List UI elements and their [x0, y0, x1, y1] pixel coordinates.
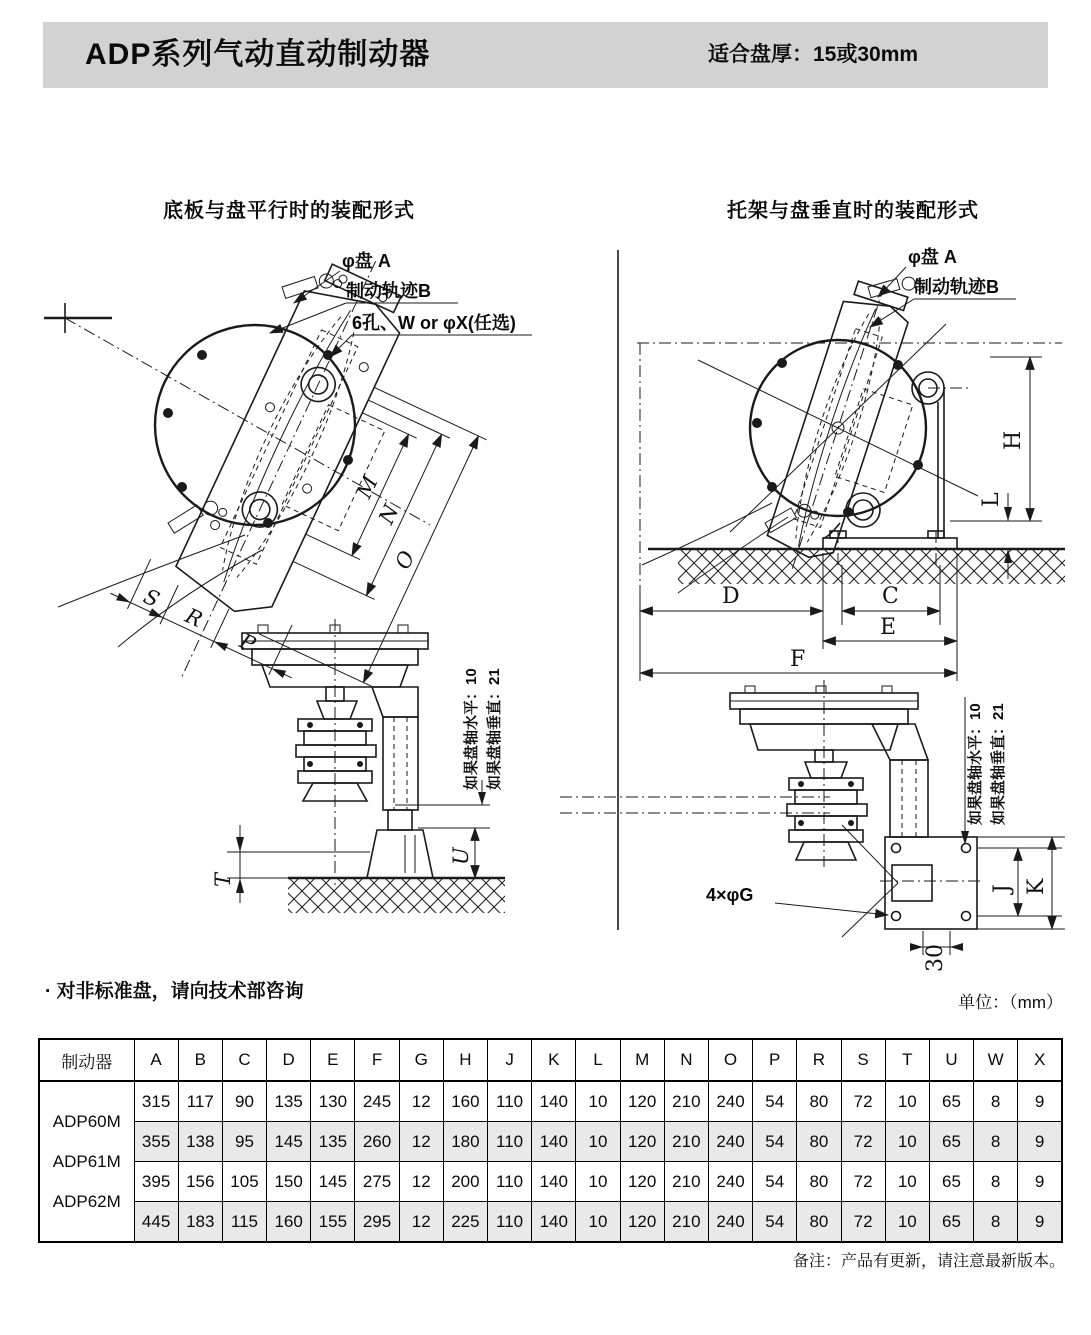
dim-t: T [211, 872, 235, 887]
rim-clamp-top [282, 269, 343, 304]
dim-d: D [722, 584, 740, 609]
table-cell: 135 [311, 1122, 355, 1162]
table-cell: 10 [576, 1081, 620, 1122]
right-annotations [870, 246, 1016, 327]
table-cell: 355 [134, 1122, 178, 1162]
table-cell: 295 [355, 1202, 399, 1243]
table-cell: 138 [178, 1122, 222, 1162]
table-cell: 110 [488, 1202, 532, 1243]
table-cell: 120 [620, 1162, 664, 1202]
col-header-L: L [576, 1039, 620, 1081]
table-cell: 245 [355, 1081, 399, 1122]
right-ann-holes-g: 4×φG [706, 885, 754, 905]
col-header-G: G [399, 1039, 443, 1081]
dim-p: P [235, 628, 259, 657]
table-cell: 65 [929, 1202, 973, 1243]
table-cell: 9 [1018, 1122, 1062, 1162]
dim-f: F [790, 647, 806, 672]
table-cell: 80 [797, 1162, 841, 1202]
table-cell: 240 [708, 1162, 752, 1202]
caliper-right [759, 275, 945, 591]
technical-drawings [30, 235, 1070, 975]
table-row [39, 1202, 1062, 1243]
dim-c: C [882, 584, 899, 609]
table-cell: 10 [885, 1081, 929, 1122]
table-cell: 110 [488, 1122, 532, 1162]
table-cell: 183 [178, 1202, 222, 1243]
dim-l: L [979, 492, 1004, 507]
dim-r: R [181, 603, 207, 632]
col-header-U: U [929, 1039, 973, 1081]
table-cell: 9 [1018, 1162, 1062, 1202]
col-header-K: K [532, 1039, 576, 1081]
col-header-T: T [885, 1039, 929, 1081]
table-cell: 9 [1018, 1202, 1062, 1243]
right-note-horizontal-shaft: 如果盘轴水平：10 [967, 703, 984, 825]
model-name: ADP60M [52, 1111, 121, 1131]
model-column-header: 制动器 [39, 1039, 134, 1081]
table-cell: 80 [797, 1202, 841, 1243]
table-cell: 110 [488, 1081, 532, 1122]
table-cell: 140 [532, 1122, 576, 1162]
right-ann-track-b: 制动轨迹B [914, 277, 999, 297]
table-cell: 80 [797, 1081, 841, 1122]
dim-u: U [449, 847, 473, 865]
col-header-D: D [267, 1039, 311, 1081]
dim-n: N [374, 500, 404, 528]
table-cell: 140 [532, 1162, 576, 1202]
table-cell: 240 [708, 1202, 752, 1243]
table-cell: 210 [664, 1122, 708, 1162]
table-cell: 12 [399, 1122, 443, 1162]
table-cell: 140 [532, 1202, 576, 1243]
col-header-W: W [974, 1039, 1018, 1081]
col-header-A: A [134, 1039, 178, 1081]
nonstandard-disc-note: · 对非标准盘，请向技术部咨询 [45, 981, 304, 1002]
table-cell: 120 [620, 1081, 664, 1122]
table-cell: 210 [664, 1081, 708, 1122]
dim-o: O [390, 547, 420, 573]
dimension-table [38, 1038, 1063, 1243]
table-cell: 12 [399, 1081, 443, 1122]
table-cell: 115 [222, 1202, 266, 1243]
table-cell: 72 [841, 1081, 885, 1122]
table-cell: 8 [974, 1162, 1018, 1202]
table-cell: 210 [664, 1202, 708, 1243]
mount-bracket [648, 372, 1065, 584]
table-cell: 8 [974, 1202, 1018, 1243]
table-cell: 395 [134, 1162, 178, 1202]
right-ann-disc-a: φ盘 A [908, 247, 957, 267]
table-cell: 90 [222, 1081, 266, 1122]
table-cell: 160 [267, 1202, 311, 1243]
dim-e: E [880, 615, 897, 640]
table-cell: 10 [576, 1162, 620, 1202]
table-cell: 210 [664, 1162, 708, 1202]
table-cell: 315 [134, 1081, 178, 1122]
table-cell: 200 [443, 1162, 487, 1202]
left-ann-disc-a: φ盘 A [342, 251, 391, 271]
dim-j: J [990, 884, 1015, 893]
right-side-view [560, 680, 982, 937]
table-cell: 156 [178, 1162, 222, 1202]
col-header-C: C [222, 1039, 266, 1081]
model-names-cell [39, 1081, 134, 1242]
table-cell: 10 [576, 1202, 620, 1243]
left-ann-track-b: 制动轨迹B [346, 281, 431, 301]
dim-h: H [1001, 430, 1026, 450]
table-cell: 130 [311, 1081, 355, 1122]
col-header-O: O [708, 1039, 752, 1081]
left-note-horizontal-shaft: 如果盘轴水平：10 [463, 668, 480, 790]
table-cell: 225 [443, 1202, 487, 1243]
table-cell: 12 [399, 1202, 443, 1243]
col-header-E: E [311, 1039, 355, 1081]
col-header-N: N [664, 1039, 708, 1081]
table-cell: 240 [708, 1081, 752, 1122]
table-cell: 65 [929, 1122, 973, 1162]
left-figure [44, 239, 532, 913]
table-cell: 54 [753, 1081, 797, 1122]
left-figure-title: 底板与盘平行时的装配形式 [163, 200, 415, 222]
table-cell: 260 [355, 1122, 399, 1162]
table-cell: 54 [753, 1162, 797, 1202]
right-figure [560, 246, 1065, 972]
footer-note: 备注：产品有更新，请注意最新版本。 [792, 1253, 1065, 1270]
table-cell: 150 [267, 1162, 311, 1202]
table-cell: 105 [222, 1162, 266, 1202]
table-cell: 135 [267, 1081, 311, 1122]
table-cell: 160 [443, 1081, 487, 1122]
right-side-dims [706, 697, 1065, 972]
unit-note: 单位：（mm） [958, 993, 1063, 1012]
right-note-vertical-shaft: 如果盘轴垂直：21 [990, 703, 1007, 825]
left-note-vertical-shaft: 如果盘轴垂直：21 [486, 668, 503, 790]
table-cell: 140 [532, 1081, 576, 1122]
table-cell: 10 [885, 1162, 929, 1202]
table-cell: 145 [267, 1122, 311, 1162]
table-cell: 95 [222, 1122, 266, 1162]
header-bar [43, 22, 1048, 88]
table-cell: 72 [841, 1122, 885, 1162]
table-cell: 120 [620, 1122, 664, 1162]
table-cell: 80 [797, 1122, 841, 1162]
col-header-H: H [443, 1039, 487, 1081]
left-ann-holes: 6孔、W or φX(任选) [352, 313, 516, 333]
table-cell: 72 [841, 1162, 885, 1202]
disc-thickness-spec: 适合盘厚：15或30mm [708, 43, 919, 66]
table-cell: 117 [178, 1081, 222, 1122]
table-cell: 8 [974, 1122, 1018, 1162]
table-header-row [39, 1039, 1062, 1081]
table-cell: 155 [311, 1202, 355, 1243]
table-cell: 180 [443, 1122, 487, 1162]
table-cell: 12 [399, 1162, 443, 1202]
table-cell: 54 [753, 1122, 797, 1162]
table-row [39, 1162, 1062, 1202]
table-cell: 9 [1018, 1081, 1062, 1122]
right-ann-offset-30: 30 [923, 944, 948, 972]
table-cell: 240 [708, 1122, 752, 1162]
model-name: ADP62M [52, 1191, 121, 1211]
col-header-X: X [1018, 1039, 1062, 1081]
table-cell: 65 [929, 1081, 973, 1122]
page-title: ADP系列气动直动制动器 [85, 38, 431, 71]
table-row [39, 1122, 1062, 1162]
col-header-B: B [178, 1039, 222, 1081]
dim-s: S [139, 584, 164, 612]
dim-m: M [351, 472, 383, 502]
left-side-dims [211, 668, 503, 903]
col-header-P: P [753, 1039, 797, 1081]
table-cell: 8 [974, 1081, 1018, 1122]
table-cell: 10 [885, 1202, 929, 1243]
model-name: ADP61M [52, 1151, 121, 1171]
table-cell: 65 [929, 1162, 973, 1202]
col-header-S: S [841, 1039, 885, 1081]
right-figure-title: 托架与盘垂直时的装配形式 [727, 200, 979, 222]
table-cell: 10 [576, 1122, 620, 1162]
col-header-R: R [797, 1039, 841, 1081]
table-cell: 72 [841, 1202, 885, 1243]
table-cell: 120 [620, 1202, 664, 1243]
col-header-J: J [488, 1039, 532, 1081]
col-header-F: F [355, 1039, 399, 1081]
dim-k: K [1024, 878, 1049, 895]
table-cell: 110 [488, 1162, 532, 1202]
table-cell: 54 [753, 1202, 797, 1243]
table-row [39, 1081, 1062, 1122]
table-cell: 145 [311, 1162, 355, 1202]
table-cell: 445 [134, 1202, 178, 1243]
table-cell: 275 [355, 1162, 399, 1202]
right-hl-dims [950, 357, 1042, 579]
table-cell: 10 [885, 1122, 929, 1162]
col-header-M: M [620, 1039, 664, 1081]
